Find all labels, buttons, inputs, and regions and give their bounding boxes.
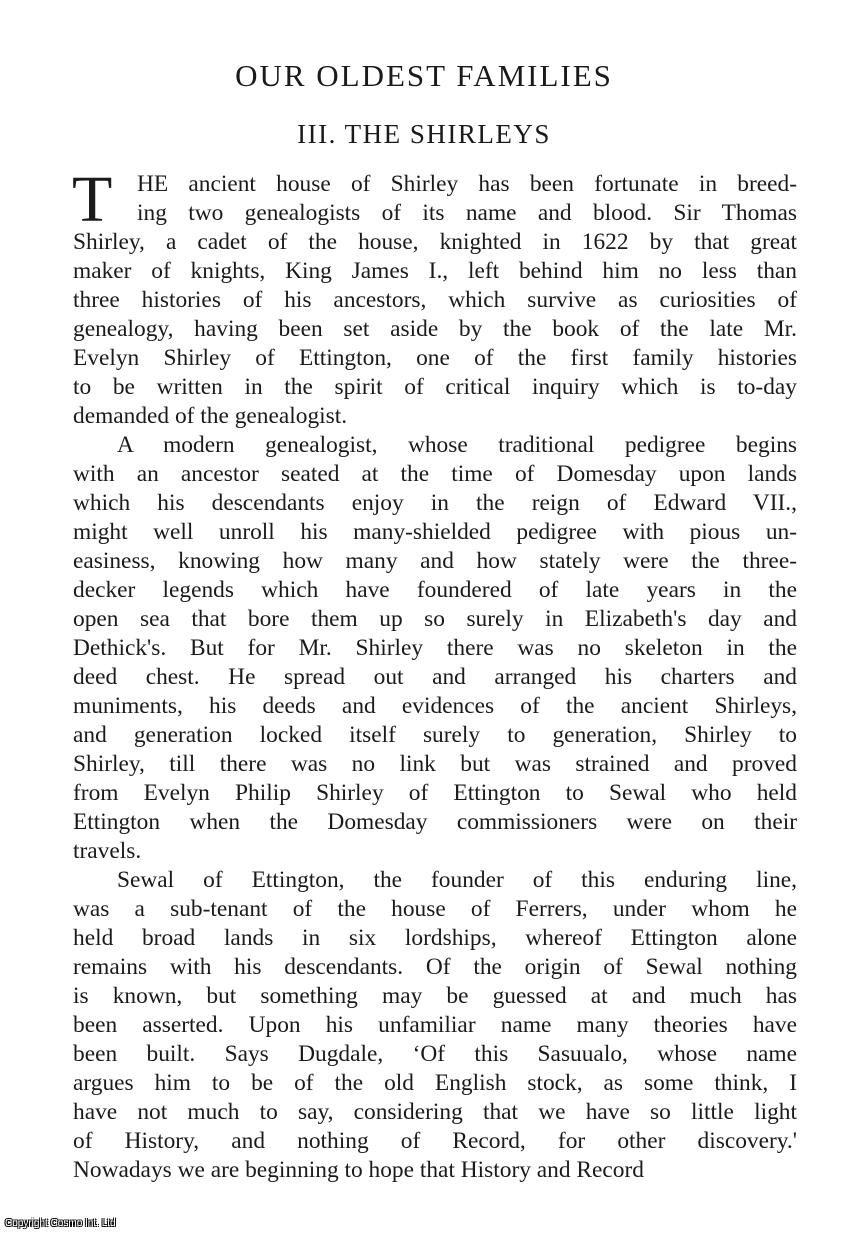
- text-line: HE ancient house of Shirley has been fortunate in breed-: [137, 171, 797, 197]
- text-line: might well unroll his many-shielded pedigree with pious un-: [73, 519, 797, 545]
- text-line: open sea that bore them up so surely in Elizabeth's day and: [73, 606, 797, 632]
- text-line: muniments, his deeds and evidences of the ancient Shirleys,: [73, 693, 797, 719]
- copyright-watermark: Copyright Cosmo Int. Ltd: [5, 1218, 116, 1229]
- text-line: easiness, knowing how many and how stately were the three-: [73, 548, 797, 574]
- text-line: demanded of the genealogist.: [73, 403, 348, 429]
- paragraphs: [72, 163, 797, 1185]
- text-line: was a sub-tenant of the house of Ferrers, under whom he: [73, 896, 797, 922]
- text-line: to be written in the spirit of critical inquiry which is to-day: [73, 374, 797, 400]
- text-line: deed chest. He spread out and arranged his charters and: [73, 664, 797, 690]
- paragraph: [73, 431, 797, 866]
- text-line: Dethick's. But for Mr. Shirley there was no skeleton in the: [73, 635, 797, 661]
- text-line: from Evelyn Philip Shirley of Ettington to Sewal who held: [73, 780, 797, 806]
- text-line: three histories of his ancestors, which survive as curiosities of: [73, 287, 797, 313]
- paragraph: [73, 866, 797, 1185]
- drop-cap: T: [72, 163, 113, 236]
- text-line: remains with his descendants. Of the origin of Sewal nothing: [73, 954, 797, 980]
- paragraph: [72, 163, 797, 431]
- text-line: A modern genealogist, whose traditional pedigree begins: [117, 432, 797, 458]
- text-line: maker of knights, King James I., left behind him no less than: [73, 258, 797, 284]
- text-line: Sewal of Ettington, the founder of this enduring line,: [117, 867, 797, 893]
- text-line: and generation locked itself surely to generation, Shirley to: [73, 722, 797, 748]
- text-line: Shirley, a cadet of the house, knighted in 1622 by that great: [73, 229, 797, 255]
- text-line: is known, but something may be guessed at and much has: [73, 983, 797, 1009]
- text-line: genealogy, having been set aside by the book of the late Mr.: [73, 316, 797, 342]
- text-line: with an ancestor seated at the time of Domesday upon lands: [73, 461, 797, 487]
- body-text: [72, 163, 797, 1185]
- text-line: Ettington when the Domesday commissioners were on their: [73, 809, 797, 835]
- text-line: Shirley, till there was no link but was strained and proved: [73, 751, 797, 777]
- text-line: Evelyn Shirley of Ettington, one of the first family histories: [73, 345, 797, 371]
- text-line: Nowadays we are beginning to hope that History and Record: [73, 1157, 644, 1183]
- text-line: have not much to say, considering that we have so little light: [73, 1099, 797, 1125]
- text-line: ing two genealogists of its name and blood. Sir Thomas: [137, 200, 797, 226]
- text-line: which his descendants enjoy in the reign of Edward VII.,: [73, 490, 797, 516]
- text-line: been built. Says Dugdale, ‘Of this Sasuualo, whose name: [73, 1041, 797, 1067]
- text-line: travels.: [73, 838, 142, 864]
- text-line: decker legends which have foundered of late years in the: [73, 577, 797, 603]
- text-line: been asserted. Upon his unfamiliar name many theories have: [73, 1012, 797, 1038]
- text-line: held broad lands in six lordships, whereof Ettington alone: [73, 925, 797, 951]
- page-title: OUR OLDEST FAMILIES: [235, 58, 613, 93]
- text-line: argues him to be of the old English stock, as some think, I: [73, 1070, 797, 1096]
- text-line: of History, and nothing of Record, for other discovery.': [73, 1128, 797, 1154]
- chapter-title: III. THE SHIRLEYS: [297, 119, 551, 149]
